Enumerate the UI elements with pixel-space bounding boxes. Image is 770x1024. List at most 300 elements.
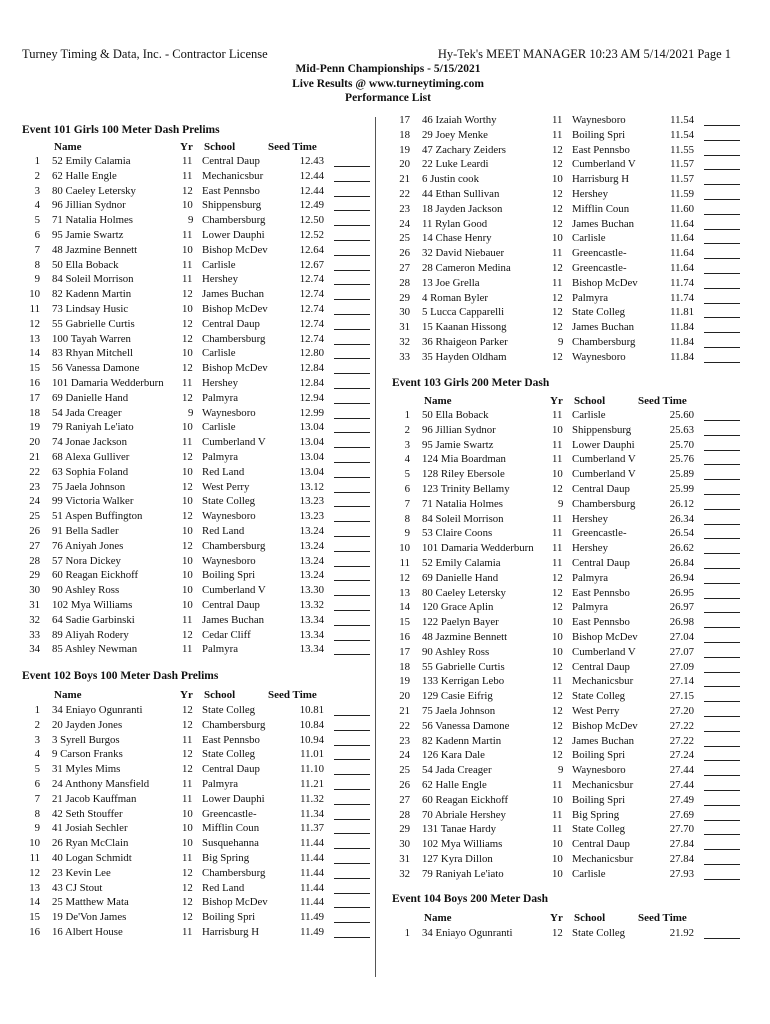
seed-time: 13.23 bbox=[299, 510, 324, 523]
year: 10 bbox=[552, 853, 563, 865]
place: 13 bbox=[29, 332, 40, 345]
school: State Colleg bbox=[572, 690, 626, 703]
result-blank-line bbox=[704, 553, 740, 554]
year: 9 bbox=[188, 214, 194, 227]
year: 12 bbox=[182, 451, 193, 463]
place: 1 bbox=[404, 409, 410, 421]
school: James Buchan bbox=[202, 613, 265, 626]
year: 11 bbox=[552, 823, 563, 836]
place: 19 bbox=[399, 675, 410, 688]
place: 21 bbox=[399, 173, 410, 186]
result-row bbox=[392, 838, 742, 853]
athlete-name: 84 Soleil Morrison bbox=[422, 512, 504, 525]
seed-time: 13.04 bbox=[299, 451, 324, 463]
place: 27 bbox=[399, 262, 410, 274]
year: 12 bbox=[182, 184, 193, 197]
athlete-name: 101 Damaria Wedderburn bbox=[52, 377, 164, 389]
result-row bbox=[22, 719, 372, 734]
athlete-name: 19 De'Von James bbox=[52, 911, 127, 924]
result-row bbox=[392, 513, 742, 528]
athlete-name: 69 Danielle Hand bbox=[422, 571, 499, 584]
year: 12 bbox=[182, 866, 193, 879]
school: Chambersburg bbox=[202, 332, 266, 345]
school: Big Spring bbox=[572, 808, 620, 821]
school: State Colleg bbox=[572, 927, 626, 939]
school: Waynesboro bbox=[572, 114, 626, 126]
result-row bbox=[22, 584, 372, 599]
result-row bbox=[392, 661, 742, 676]
school: Chambersburg bbox=[572, 336, 636, 348]
result-blank-line bbox=[334, 745, 370, 746]
seed-time: 13.04 bbox=[299, 436, 324, 449]
place: 17 bbox=[399, 645, 410, 658]
seed-time: 12.64 bbox=[299, 243, 324, 256]
result-blank-line bbox=[704, 686, 740, 687]
result-blank-line bbox=[334, 551, 370, 552]
result-row bbox=[22, 421, 372, 436]
result-row bbox=[392, 705, 742, 720]
place: 9 bbox=[34, 822, 40, 835]
athlete-name: 48 Jazmine Bennett bbox=[422, 631, 508, 643]
year: 12 bbox=[182, 510, 193, 523]
seed-time: 11.81 bbox=[670, 306, 694, 319]
school: Harrisburg H bbox=[572, 173, 630, 186]
place: 12 bbox=[29, 317, 40, 330]
result-row bbox=[392, 527, 742, 542]
year: 12 bbox=[552, 927, 563, 939]
result-blank-line bbox=[704, 229, 740, 230]
year: 12 bbox=[552, 291, 563, 304]
place: 8 bbox=[34, 807, 40, 820]
seed-time: 25.60 bbox=[669, 409, 694, 421]
seed-time: 27.70 bbox=[669, 823, 694, 836]
result-blank-line bbox=[334, 536, 370, 537]
result-row bbox=[22, 852, 372, 867]
result-blank-line bbox=[334, 937, 370, 938]
year: 11 bbox=[552, 247, 563, 260]
place: 10 bbox=[399, 542, 410, 555]
year: 12 bbox=[552, 202, 563, 215]
place: 5 bbox=[404, 468, 410, 481]
seed-time: 13.24 bbox=[299, 569, 324, 582]
license-line: Turney Timing & Data, Inc. - Contractor License bbox=[22, 47, 268, 61]
place: 11 bbox=[29, 303, 40, 315]
result-row bbox=[392, 218, 742, 233]
place: 30 bbox=[399, 838, 410, 851]
place: 28 bbox=[29, 554, 40, 567]
result-blank-line bbox=[704, 657, 740, 658]
year: 10 bbox=[552, 838, 563, 851]
seed-time: 27.44 bbox=[669, 779, 694, 791]
result-row bbox=[22, 763, 372, 778]
place: 17 bbox=[29, 391, 40, 404]
athlete-name: 75 Jaela Johnson bbox=[52, 480, 126, 493]
year: 12 bbox=[552, 350, 563, 363]
col-header-seed: Seed Time bbox=[638, 912, 687, 924]
result-row bbox=[22, 643, 372, 658]
result-blank-line bbox=[334, 432, 370, 433]
year: 12 bbox=[182, 881, 193, 894]
year: 9 bbox=[558, 336, 564, 348]
place: 16 bbox=[399, 631, 410, 643]
result-row bbox=[22, 495, 372, 510]
place: 12 bbox=[399, 571, 410, 584]
col-header-yr: Yr bbox=[180, 141, 193, 153]
result-blank-line bbox=[704, 538, 740, 539]
athlete-name: 42 Seth Stouffer bbox=[52, 807, 123, 820]
athlete-name: 34 Eniayo Ogunranti bbox=[52, 704, 143, 716]
year: 12 bbox=[182, 362, 193, 375]
result-row bbox=[22, 466, 372, 481]
result-blank-line bbox=[704, 125, 740, 126]
school: Greencastle- bbox=[572, 527, 627, 540]
place: 11 bbox=[399, 557, 410, 569]
seed-time: 11.64 bbox=[670, 232, 694, 245]
place: 26 bbox=[399, 779, 410, 791]
result-row bbox=[392, 292, 742, 307]
result-row bbox=[22, 867, 372, 882]
athlete-name: 48 Jazmine Bennett bbox=[52, 243, 138, 256]
result-row bbox=[22, 185, 372, 200]
athlete-name: 91 Bella Sadler bbox=[52, 525, 119, 537]
year: 10 bbox=[552, 173, 563, 186]
seed-time: 27.04 bbox=[669, 631, 694, 643]
place: 31 bbox=[399, 321, 410, 334]
year: 10 bbox=[552, 616, 563, 629]
col-header-school: School bbox=[574, 912, 606, 924]
school: Mechanicsbur bbox=[572, 779, 634, 791]
result-blank-line bbox=[334, 373, 370, 374]
result-row bbox=[392, 631, 742, 646]
year: 12 bbox=[552, 217, 563, 230]
school: Red Land bbox=[202, 465, 245, 478]
col-header-name: Name bbox=[54, 141, 82, 153]
result-blank-line bbox=[334, 521, 370, 522]
result-blank-line bbox=[704, 214, 740, 215]
seed-time: 26.94 bbox=[669, 571, 694, 584]
seed-time: 11.74 bbox=[670, 276, 694, 289]
result-row bbox=[22, 540, 372, 555]
result-blank-line bbox=[704, 243, 740, 244]
school: Central Daup bbox=[202, 763, 260, 776]
school: Waynesboro bbox=[572, 350, 626, 363]
place: 32 bbox=[399, 867, 410, 880]
year: 12 bbox=[182, 628, 193, 641]
year: 10 bbox=[552, 232, 563, 245]
seed-time: 12.43 bbox=[299, 155, 324, 167]
school: East Pennsbo bbox=[202, 733, 260, 746]
place: 22 bbox=[29, 465, 40, 478]
athlete-name: 99 Victoria Walker bbox=[52, 495, 134, 508]
year: 11 bbox=[182, 643, 193, 656]
seed-time: 13.30 bbox=[299, 584, 324, 597]
seed-time: 11.84 bbox=[670, 336, 694, 348]
seed-time: 11.49 bbox=[300, 926, 324, 938]
result-row bbox=[22, 778, 372, 793]
seed-time: 27.49 bbox=[669, 793, 694, 806]
result-row bbox=[392, 823, 742, 838]
athlete-name: 52 Emily Calamia bbox=[52, 155, 131, 167]
school: Mifflin Coun bbox=[572, 202, 630, 215]
result-blank-line bbox=[334, 610, 370, 611]
place: 29 bbox=[399, 823, 410, 836]
result-row bbox=[392, 749, 742, 764]
seed-time: 11.64 bbox=[670, 247, 694, 260]
athlete-name: 60 Reagan Eickhoff bbox=[52, 569, 139, 582]
result-blank-line bbox=[704, 805, 740, 806]
meet-title: Mid-Penn Championships - 5/15/2021 bbox=[295, 63, 481, 75]
place: 13 bbox=[399, 586, 410, 599]
result-row bbox=[392, 542, 742, 557]
school: Red Land bbox=[202, 881, 245, 894]
school: James Buchan bbox=[572, 321, 635, 334]
year: 12 bbox=[552, 734, 563, 747]
year: 10 bbox=[552, 423, 563, 436]
place: 23 bbox=[29, 480, 40, 493]
place: 7 bbox=[404, 497, 410, 510]
seed-time: 11.37 bbox=[300, 822, 324, 835]
year: 12 bbox=[552, 262, 563, 274]
result-row bbox=[22, 199, 372, 214]
seed-time: 11.64 bbox=[670, 262, 694, 274]
year: 11 bbox=[182, 273, 193, 286]
year: 12 bbox=[552, 749, 563, 762]
athlete-name: 29 Joey Menke bbox=[422, 128, 488, 141]
place: 18 bbox=[29, 406, 40, 419]
seed-time: 10.84 bbox=[299, 718, 324, 731]
seed-time: 27.84 bbox=[669, 853, 694, 865]
seed-time: 13.04 bbox=[299, 421, 324, 434]
result-blank-line bbox=[704, 701, 740, 702]
col-header-seed: Seed Time bbox=[638, 395, 687, 407]
year: 11 bbox=[552, 114, 563, 126]
place: 16 bbox=[29, 926, 40, 938]
seed-time: 12.74 bbox=[299, 332, 324, 345]
school: Cumberland V bbox=[572, 453, 636, 466]
place: 1 bbox=[34, 155, 40, 167]
year: 11 bbox=[552, 527, 563, 540]
place: 30 bbox=[399, 306, 410, 319]
athlete-name: 83 Rhyan Mitchell bbox=[52, 347, 133, 360]
seed-time: 27.44 bbox=[669, 764, 694, 777]
result-blank-line bbox=[334, 329, 370, 330]
school: Boiling Spri bbox=[572, 749, 626, 762]
result-row bbox=[22, 822, 372, 837]
year: 10 bbox=[182, 465, 193, 478]
place: 12 bbox=[29, 866, 40, 879]
result-row bbox=[392, 424, 742, 439]
seed-time: 10.81 bbox=[299, 704, 324, 716]
school: Bishop McDev bbox=[572, 276, 638, 289]
year: 10 bbox=[182, 837, 193, 850]
year: 11 bbox=[552, 128, 563, 141]
result-row bbox=[22, 259, 372, 274]
athlete-name: 69 Danielle Hand bbox=[52, 391, 129, 404]
athlete-name: 43 CJ Stout bbox=[52, 881, 103, 894]
athlete-name: 89 Aliyah Rodery bbox=[52, 628, 129, 641]
school: James Buchan bbox=[572, 734, 635, 747]
school: Greencastle- bbox=[572, 262, 627, 274]
school: Mechanicsbur bbox=[202, 169, 264, 182]
result-row bbox=[392, 735, 742, 750]
year: 11 bbox=[552, 808, 563, 821]
seed-time: 12.44 bbox=[299, 169, 324, 182]
result-row bbox=[392, 468, 742, 483]
result-blank-line bbox=[704, 716, 740, 717]
seed-time: 26.95 bbox=[669, 586, 694, 599]
athlete-name: 36 Rhaigeon Parker bbox=[422, 336, 508, 348]
result-row bbox=[22, 407, 372, 422]
result-row bbox=[22, 436, 372, 451]
athlete-name: 54 Jada Creager bbox=[422, 764, 492, 777]
place: 17 bbox=[399, 114, 410, 126]
athlete-name: 55 Gabrielle Curtis bbox=[52, 317, 135, 330]
athlete-name: 82 Kadenn Martin bbox=[52, 288, 132, 301]
result-row bbox=[22, 882, 372, 897]
result-blank-line bbox=[704, 598, 740, 599]
school: State Colleg bbox=[572, 306, 626, 319]
result-row bbox=[392, 439, 742, 454]
result-blank-line bbox=[704, 288, 740, 289]
seed-time: 27.09 bbox=[669, 660, 694, 673]
year: 9 bbox=[558, 764, 564, 777]
athlete-name: 123 Trinity Bellamy bbox=[422, 483, 510, 495]
athlete-name: 96 Jillian Sydnor bbox=[52, 199, 126, 212]
athlete-name: 9 Carson Franks bbox=[52, 748, 123, 761]
result-row bbox=[392, 764, 742, 779]
athlete-name: 124 Mia Boardman bbox=[422, 453, 506, 466]
result-row bbox=[392, 720, 742, 735]
result-blank-line bbox=[334, 893, 370, 894]
result-row bbox=[392, 277, 742, 292]
result-row bbox=[392, 351, 742, 366]
result-blank-line bbox=[334, 255, 370, 256]
athlete-name: 62 Halle Engle bbox=[422, 779, 487, 791]
school: Central Daup bbox=[572, 660, 630, 673]
result-row bbox=[22, 347, 372, 362]
seed-time: 11.49 bbox=[300, 911, 324, 924]
athlete-name: 102 Mya Williams bbox=[52, 599, 133, 611]
result-row bbox=[22, 214, 372, 229]
year: 11 bbox=[552, 453, 563, 466]
school: Bishop McDev bbox=[572, 719, 638, 732]
result-blank-line bbox=[704, 627, 740, 628]
place: 1 bbox=[34, 704, 40, 716]
athlete-name: 41 Josiah Sechler bbox=[52, 822, 128, 835]
athlete-name: 31 Myles Mims bbox=[52, 763, 121, 776]
year: 12 bbox=[552, 601, 563, 614]
school: Waynesboro bbox=[202, 510, 256, 523]
school: Greencastle- bbox=[572, 247, 627, 260]
seed-time: 11.44 bbox=[300, 896, 324, 909]
col-header-name: Name bbox=[424, 395, 452, 407]
place: 4 bbox=[34, 199, 40, 212]
live-results-line: Live Results @ www.turneytiming.com bbox=[292, 77, 484, 90]
event-title: Event 103 Girls 200 Meter Dash bbox=[392, 377, 550, 389]
year: 12 bbox=[552, 586, 563, 599]
athlete-name: 40 Logan Schmidt bbox=[52, 852, 132, 864]
school: Hershey bbox=[572, 512, 608, 525]
result-row bbox=[392, 483, 742, 498]
school: Boiling Spri bbox=[202, 911, 256, 924]
seed-time: 11.32 bbox=[300, 792, 324, 805]
seed-time: 11.60 bbox=[670, 202, 694, 215]
result-blank-line bbox=[704, 464, 740, 465]
place: 7 bbox=[34, 243, 40, 256]
school: James Buchan bbox=[572, 217, 635, 230]
year: 12 bbox=[182, 911, 193, 924]
result-blank-line bbox=[334, 804, 370, 805]
result-blank-line bbox=[334, 654, 370, 655]
result-blank-line bbox=[334, 284, 370, 285]
col-header-school: School bbox=[204, 141, 236, 153]
result-row bbox=[392, 616, 742, 631]
school: Waynesboro bbox=[202, 406, 256, 419]
result-row bbox=[392, 927, 742, 942]
year: 11 bbox=[182, 229, 193, 241]
place: 26 bbox=[29, 525, 40, 537]
result-row bbox=[392, 453, 742, 468]
school: Bishop McDev bbox=[202, 362, 268, 375]
result-row bbox=[392, 794, 742, 809]
year: 12 bbox=[182, 748, 193, 761]
school: Central Daup bbox=[572, 483, 630, 495]
result-row bbox=[22, 318, 372, 333]
place: 5 bbox=[34, 763, 40, 776]
school: Waynesboro bbox=[572, 764, 626, 777]
school: Palmyra bbox=[202, 778, 238, 790]
result-row bbox=[22, 555, 372, 570]
school: Cumberland V bbox=[572, 468, 636, 481]
school: Mechanicsbur bbox=[572, 853, 634, 865]
athlete-name: 80 Caeley Letersky bbox=[422, 586, 506, 599]
year: 10 bbox=[182, 495, 193, 508]
school: Boiling Spri bbox=[572, 793, 626, 806]
place: 20 bbox=[29, 436, 40, 449]
school: State Colleg bbox=[202, 495, 256, 508]
seed-time: 26.97 bbox=[669, 601, 694, 614]
place: 5 bbox=[34, 214, 40, 227]
result-row bbox=[392, 188, 742, 203]
result-blank-line bbox=[704, 775, 740, 776]
place: 29 bbox=[399, 291, 410, 304]
place: 33 bbox=[29, 628, 40, 641]
place: 2 bbox=[404, 423, 410, 436]
athlete-name: 57 Nora Dickey bbox=[52, 554, 121, 567]
athlete-name: 50 Ella Boback bbox=[52, 258, 119, 271]
seed-time: 11.84 bbox=[670, 350, 694, 363]
seed-time: 27.24 bbox=[669, 749, 694, 762]
place: 3 bbox=[34, 184, 40, 197]
result-row bbox=[22, 362, 372, 377]
year: 10 bbox=[182, 584, 193, 597]
place: 6 bbox=[34, 778, 40, 790]
school: Carlisle bbox=[572, 232, 606, 245]
result-blank-line bbox=[704, 184, 740, 185]
athlete-name: 11 Rylan Good bbox=[422, 217, 488, 230]
seed-time: 12.44 bbox=[299, 184, 324, 197]
school: Hershey bbox=[572, 188, 608, 200]
school: Bishop McDev bbox=[202, 896, 268, 909]
athlete-name: 32 David Niebauer bbox=[422, 247, 505, 260]
result-blank-line bbox=[704, 746, 740, 747]
result-row bbox=[22, 896, 372, 911]
athlete-name: 5 Lucca Capparelli bbox=[422, 306, 505, 319]
place: 24 bbox=[29, 495, 40, 508]
result-blank-line bbox=[334, 789, 370, 790]
athlete-name: 84 Soleil Morrison bbox=[52, 273, 134, 286]
result-blank-line bbox=[704, 450, 740, 451]
